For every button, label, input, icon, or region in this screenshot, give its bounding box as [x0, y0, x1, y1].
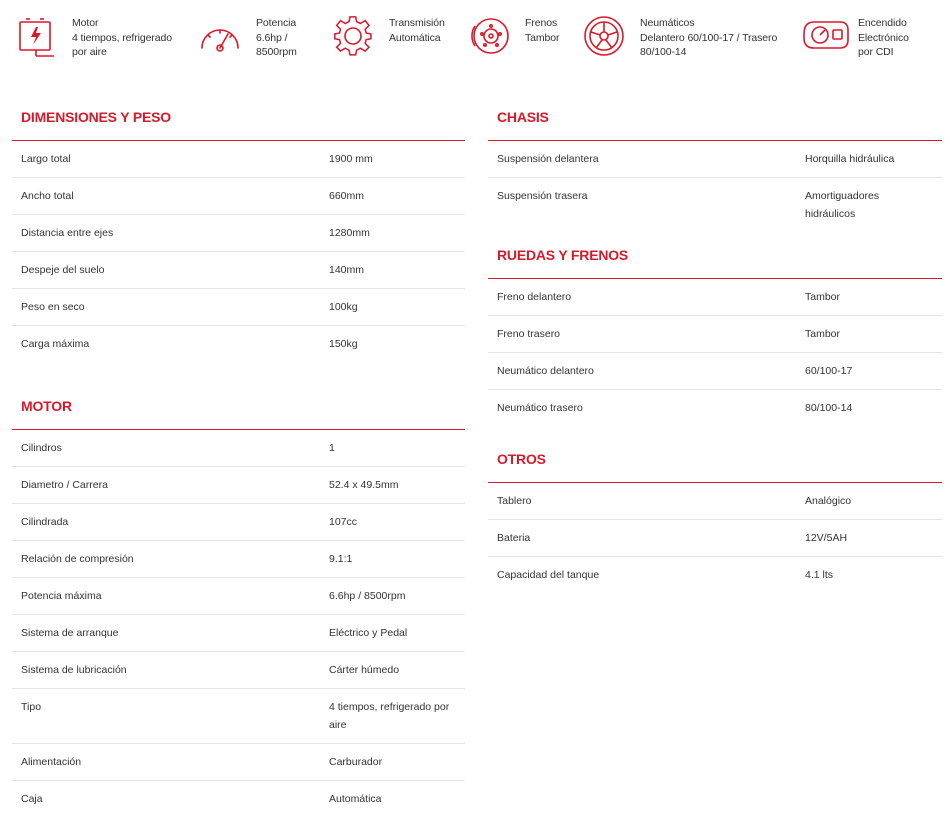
spec-row: [488, 520, 942, 557]
feature-transmision: [331, 14, 445, 58]
spec-value: 6.6hp / 8500rpm: [329, 590, 406, 602]
spec-value: Automática: [329, 793, 382, 805]
spec-label: Freno delantero: [497, 291, 572, 303]
spec-row: [12, 504, 465, 541]
brake-disc-icon: [467, 14, 511, 58]
spec-row: [488, 178, 942, 223]
spec-label: Suspensión delantera: [497, 153, 599, 165]
spec-row: [12, 578, 465, 615]
spec-value: 140mm: [329, 264, 365, 276]
spec-label: Sistema de lubricación: [21, 664, 127, 676]
gear-icon: [331, 14, 375, 58]
feature-text: Neumáticos Delantero 60/100-17 / Trasero 80/100-14: [640, 17, 778, 58]
spec-value: 107cc: [329, 516, 358, 528]
spec-row: [488, 390, 942, 427]
spec-row: [12, 289, 465, 326]
section-gap: [12, 363, 465, 393]
spec-label: Alimentación: [21, 756, 82, 768]
feature-text: Transmisión Automática: [389, 17, 445, 44]
spec-row: [12, 252, 465, 289]
spec-label: Cilindros: [21, 442, 62, 454]
spec-row: [12, 326, 465, 363]
spec-label: Relación de compresión: [21, 553, 134, 565]
spec-row: [12, 430, 465, 467]
right-column: [488, 104, 942, 594]
spec-row: [488, 483, 942, 520]
spec-value: 1: [329, 442, 335, 454]
spec-value: Eléctrico y Pedal: [329, 627, 408, 639]
spec-value: 1280mm: [329, 227, 370, 239]
spec-value: Tambor: [805, 328, 841, 340]
spec-row: [12, 781, 465, 818]
spec-table-chasis: [488, 141, 942, 223]
spec-row: [488, 557, 942, 594]
section-title-chasis: CHASIS: [488, 104, 942, 141]
spec-label: Capacidad del tanque: [497, 569, 600, 581]
section-gap: [488, 427, 942, 446]
wheel-icon: [582, 14, 626, 58]
spec-value: 660mm: [329, 190, 365, 202]
section-title-motor: MOTOR: [12, 393, 465, 430]
spec-value: 1900 mm: [329, 153, 373, 165]
spec-value: 4.1 lts: [805, 569, 834, 581]
spec-table-otros: [488, 483, 942, 594]
spec-row: [12, 541, 465, 578]
feature-text: Encendido Electrónico por CDI: [858, 17, 909, 58]
spec-label: Ancho total: [21, 190, 74, 202]
spec-label: Despeje del suelo: [21, 264, 105, 276]
spec-value: Amortiguadores hidráulicos: [805, 190, 880, 220]
spec-label: Tipo: [21, 701, 42, 713]
spec-label: Potencia máxima: [21, 590, 102, 602]
spec-row: [488, 141, 942, 178]
spec-row: [12, 744, 465, 781]
left-column: [12, 104, 465, 818]
feature-motor: [14, 14, 172, 60]
spec-row: [12, 141, 465, 178]
section-title-ruedas: RUEDAS Y FRENOS: [488, 242, 942, 279]
spec-label: Sistema de arranque: [21, 627, 119, 639]
spec-label: Bateria: [497, 532, 531, 544]
spec-label: Suspensión trasera: [497, 190, 588, 202]
feature-encendido: [800, 14, 909, 60]
feature-text: Frenos Tambor: [525, 17, 560, 44]
spec-value: Carburador: [329, 756, 383, 768]
feature-strip: [0, 0, 950, 80]
section-title-dimensiones: DIMENSIONES Y PESO: [12, 104, 465, 141]
feature-frenos: [467, 14, 559, 58]
spec-value: Horquilla hidráulica: [805, 153, 895, 165]
battery-charge-icon: [14, 14, 58, 58]
ignition-dashboard-icon: [800, 14, 844, 58]
section-title-otros: OTROS: [488, 446, 942, 483]
spec-label: Tablero: [497, 495, 532, 507]
spec-label: Cilindrada: [21, 516, 69, 528]
spec-value: Analógico: [805, 495, 852, 507]
spec-label: Peso en seco: [21, 301, 85, 313]
spec-label: Diametro / Carrera: [21, 479, 108, 491]
feature-neumaticos: [582, 14, 777, 60]
spec-value: 12V/5AH: [805, 532, 848, 544]
spec-table-dimensiones: [12, 141, 465, 363]
spec-label: Caja: [21, 793, 43, 805]
spec-value: Tambor: [805, 291, 841, 303]
spec-row: [12, 615, 465, 652]
spec-label: Freno trasero: [497, 328, 561, 340]
spec-value: 60/100-17: [805, 365, 853, 377]
spec-value: 100kg: [329, 301, 358, 313]
spec-value: 52.4 x 49.5mm: [329, 479, 399, 491]
spec-row: [12, 652, 465, 689]
feature-text: Potencia 6.6hp / 8500rpm: [256, 17, 297, 58]
section-gap: [488, 223, 942, 242]
spec-value: 9.1:1: [329, 553, 353, 565]
spec-row: [488, 353, 942, 390]
spec-row: [12, 178, 465, 215]
speedometer-icon: [198, 14, 242, 58]
spec-table-ruedas: [488, 279, 942, 427]
spec-row: [12, 467, 465, 504]
spec-label: Neumático trasero: [497, 402, 583, 414]
spec-row: [488, 279, 942, 316]
feature-text: Motor 4 tiempos, refrigerado por aire: [72, 17, 172, 58]
spec-value: Cárter húmedo: [329, 664, 400, 676]
feature-potencia: [198, 14, 297, 60]
spec-label: Distancia entre ejes: [21, 227, 114, 239]
spec-row: [12, 215, 465, 252]
spec-row: [12, 689, 465, 744]
spec-table-motor: [12, 430, 465, 818]
spec-label: Carga máxima: [21, 338, 90, 350]
spec-value: 80/100-14: [805, 402, 853, 414]
spec-label: Neumático delantero: [497, 365, 594, 377]
spec-label: Largo total: [21, 153, 71, 165]
spec-row: [488, 316, 942, 353]
spec-value: 4 tiempos, refrigerado por aire: [329, 701, 450, 731]
spec-value: 150kg: [329, 338, 358, 350]
